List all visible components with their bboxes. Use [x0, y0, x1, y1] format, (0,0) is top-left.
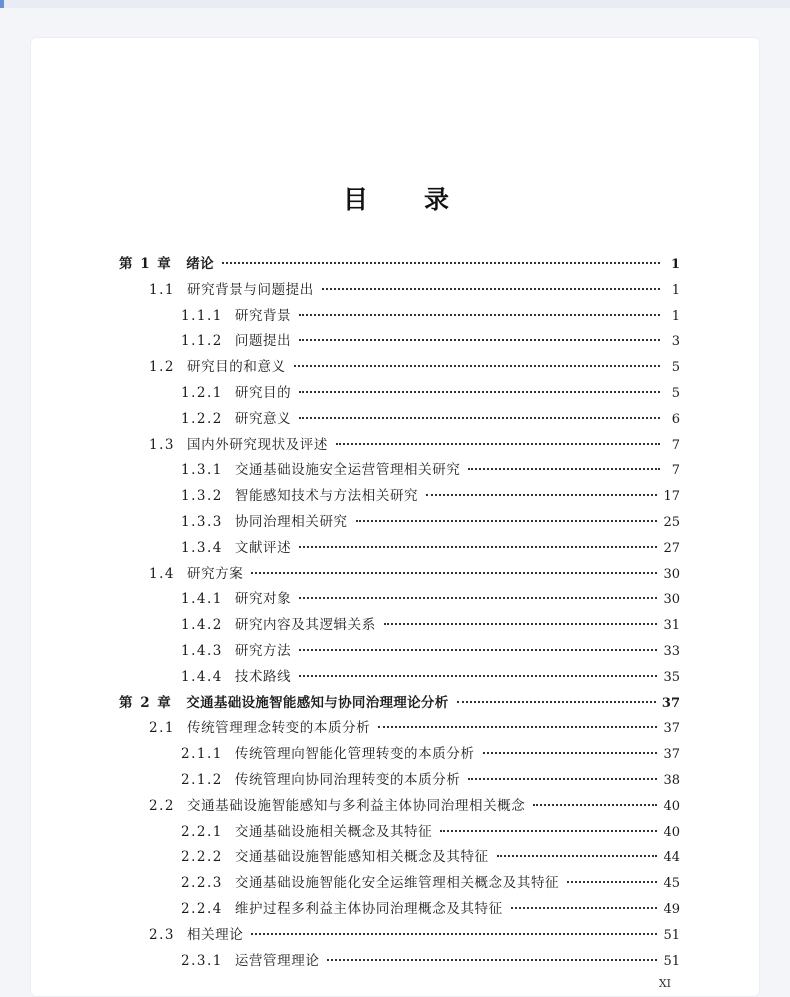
toc-page-number: 5	[671, 386, 680, 401]
toc-entry-number: 1.2	[149, 359, 175, 376]
toc-entry-number: 2.3	[149, 926, 175, 943]
dot-leader	[294, 364, 660, 367]
toc-entry-title: 研究背景	[234, 307, 292, 324]
toc-entry-title: 传统管理向智能化管理转变的本质分析	[234, 746, 475, 763]
dot-leader	[222, 261, 660, 264]
dot-leader	[440, 829, 657, 832]
title-char-2: 录	[423, 185, 449, 214]
document-page	[30, 37, 760, 997]
toc-page-number: 25	[663, 515, 680, 530]
dot-leader	[457, 700, 656, 703]
toc-entry-number: 2.1	[149, 720, 175, 737]
dot-leader	[299, 674, 657, 677]
toc-section-row[interactable]	[149, 433, 680, 455]
dot-leader	[497, 854, 658, 857]
toc-entry-number: 第 2 章	[119, 694, 173, 711]
toc-subsection-row[interactable]	[181, 665, 680, 687]
toc-entry-title: 研究目的	[234, 385, 292, 401]
dot-leader	[299, 313, 660, 316]
toc-subsection-row[interactable]	[181, 820, 680, 842]
top-bar-accent	[0, 0, 4, 8]
dot-leader	[322, 287, 660, 290]
toc-page-number: 6	[671, 411, 680, 427]
toc-entry-number: 1.4.1	[181, 591, 223, 608]
toc-entry-title: 协同治理相关研究	[234, 514, 348, 530]
toc-page-number: 33	[663, 644, 680, 659]
dot-leader	[327, 958, 657, 961]
dot-leader	[511, 906, 658, 909]
toc-section-row[interactable]	[149, 562, 680, 584]
toc-entry-title: 交通基础设施相关概念及其特征	[234, 823, 433, 840]
toc-entry-number: 1.3	[149, 436, 175, 453]
toc-entry-title: 交通基础设施智能感知与多利益主体协同治理相关概念	[186, 797, 526, 814]
toc-page-number: 1	[670, 257, 680, 272]
toc-entry-number: 2.2.1	[181, 823, 223, 840]
toc-entry-number: 2.2.2	[181, 849, 223, 866]
dot-leader	[483, 751, 658, 754]
toc-entry-number: 2.2	[149, 797, 175, 814]
toc-page-number: 1	[671, 282, 680, 298]
toc-entry-number: 2.1.2	[181, 772, 223, 788]
toc-page-number: 51	[663, 927, 680, 943]
toc-entry-title: 研究方法	[234, 643, 292, 659]
toc-entry-title: 研究目的和意义	[186, 359, 286, 376]
toc-chapter-row[interactable]	[119, 691, 680, 713]
toc-page-number: 30	[663, 566, 680, 582]
toc-entry-number: 1.3.2	[181, 488, 223, 505]
toc-subsection-row[interactable]	[181, 613, 680, 635]
toc-entry-number: 2.2.4	[181, 901, 223, 917]
toc-entry-title: 交通基础设施智能化安全运维管理相关概念及其特征	[234, 875, 560, 892]
toc-entry-number: 2.2.3	[181, 875, 223, 892]
toc-entry-title: 相关理论	[186, 926, 244, 943]
toc-entry-number: 1.4.3	[181, 643, 223, 659]
toc-page-number: 40	[663, 824, 680, 840]
toc-entry-title: 交通基础设施安全运营管理相关研究	[234, 462, 461, 479]
toc-entry-number: 1.3.4	[181, 539, 223, 556]
toc-entry-number: 2.1.1	[181, 746, 223, 763]
toc-page-number: 35	[663, 669, 680, 685]
toc-subsection-row[interactable]	[181, 768, 680, 790]
toc-page-number: 44	[663, 850, 680, 866]
dot-leader	[251, 571, 657, 574]
toc-subsection-row[interactable]	[181, 949, 680, 971]
toc-page-number: 1	[671, 308, 680, 324]
toc-section-row[interactable]	[149, 278, 680, 300]
toc-entry-title: 国内外研究现状及评述	[186, 436, 328, 453]
dot-leader	[251, 932, 657, 935]
toc-subsection-row[interactable]	[181, 458, 680, 480]
dot-leader	[468, 467, 660, 470]
toc-chapter-row[interactable]	[119, 252, 680, 274]
toc-entry-number: 1.4.2	[181, 617, 223, 634]
toc-subsection-row[interactable]	[181, 329, 680, 351]
toc-page-number: 30	[663, 592, 680, 608]
toc-page-number: 17	[663, 489, 680, 505]
toc-entry-title: 运营管理理论	[234, 952, 320, 969]
toc-entry-number: 第 1 章	[119, 256, 173, 272]
toc-subsection-row[interactable]	[181, 871, 680, 893]
dot-leader	[336, 442, 660, 445]
toc-subsection-row[interactable]	[181, 897, 680, 919]
toc-entry-number: 1.2.2	[181, 410, 223, 427]
toc-page-number: 49	[663, 902, 680, 917]
toc-entry-title: 研究方案	[186, 565, 244, 582]
toc-entry-title: 问题提出	[234, 333, 292, 350]
toc-section-row[interactable]	[149, 794, 680, 816]
toc-entry-number: 1.1	[149, 281, 175, 298]
toc-entry-number: 1.1.1	[181, 307, 223, 324]
toc-page-number: 27	[663, 540, 680, 556]
dot-leader	[533, 803, 657, 806]
toc-entry-number: 1.3.1	[181, 462, 223, 479]
toc-subsection-row[interactable]	[181, 639, 680, 661]
toc-page-number: 31	[663, 618, 680, 634]
dot-leader	[299, 545, 657, 548]
toc-subsection-row[interactable]	[181, 304, 680, 326]
toc-page-number: 51	[663, 953, 680, 969]
toc-subsection-row[interactable]	[181, 845, 680, 867]
dot-leader	[426, 493, 657, 496]
toc-subsection-row[interactable]	[181, 742, 680, 764]
page-title	[31, 180, 761, 216]
toc-entry-title: 研究内容及其逻辑关系	[234, 617, 376, 634]
toc-entry-title: 维护过程多利益主体协同治理概念及其特征	[234, 901, 503, 917]
toc-entry-title: 绪论	[186, 256, 214, 272]
toc-page-number: 37	[661, 695, 680, 711]
toc-entry-number: 1.3.3	[181, 514, 223, 530]
dot-leader	[299, 596, 657, 599]
dot-leader	[299, 648, 657, 651]
toc-entry-number: 1.1.2	[181, 333, 223, 350]
toc-entry-title: 研究背景与问题提出	[186, 281, 314, 298]
dot-leader	[384, 622, 658, 625]
toc-entry-number: 1.4	[149, 565, 175, 582]
toc-entry-number: 2.3.1	[181, 952, 223, 969]
toc-subsection-row[interactable]	[181, 381, 680, 403]
toc-page-number: 5	[671, 360, 680, 376]
dot-leader	[299, 416, 660, 419]
toc-entry-title: 研究对象	[234, 591, 292, 608]
toc-page-number: 45	[663, 876, 680, 892]
toc-page-number: 37	[663, 721, 680, 737]
toc-page-number: 3	[671, 334, 680, 350]
toc-entry-number: 1.2.1	[181, 385, 223, 401]
toc-entry-title: 传统管理理念转变的本质分析	[186, 720, 371, 737]
toc-entry-title: 智能感知技术与方法相关研究	[234, 488, 419, 505]
toc-entry-title: 交通基础设施智能感知与协同治理理论分析	[186, 694, 449, 711]
toc-page-number: 37	[663, 747, 680, 763]
toc-page-number: 7	[671, 463, 680, 479]
title-char-1: 目	[342, 185, 368, 214]
page-folio: XI	[658, 977, 671, 990]
toc-page-number: 7	[671, 437, 680, 453]
toc-entry-title: 研究意义	[234, 410, 292, 427]
dot-leader	[299, 390, 660, 393]
toc-subsection-row[interactable]	[181, 587, 680, 609]
toc-entry-title: 技术路线	[234, 668, 292, 685]
dot-leader	[567, 880, 657, 883]
dot-leader	[299, 338, 660, 341]
toc-page-number: 40	[663, 798, 680, 814]
toc-subsection-row[interactable]	[181, 484, 680, 506]
dot-leader	[378, 725, 657, 728]
toc-entry-title: 传统管理向协同治理转变的本质分析	[234, 772, 461, 788]
toc-section-row[interactable]	[149, 355, 680, 377]
toc-subsection-row[interactable]	[181, 536, 680, 558]
toc-section-row[interactable]	[149, 716, 680, 738]
top-bar	[0, 0, 790, 8]
toc-entry-number: 1.4.4	[181, 668, 223, 685]
toc-entry-title: 文献评述	[234, 539, 292, 556]
dot-leader	[468, 777, 657, 780]
toc-entry-title: 交通基础设施智能感知相关概念及其特征	[234, 849, 489, 866]
toc-subsection-row[interactable]	[181, 510, 680, 532]
toc-page-number: 38	[663, 773, 680, 788]
toc-subsection-row[interactable]	[181, 407, 680, 429]
dot-leader	[356, 519, 658, 522]
toc-section-row[interactable]	[149, 923, 680, 945]
